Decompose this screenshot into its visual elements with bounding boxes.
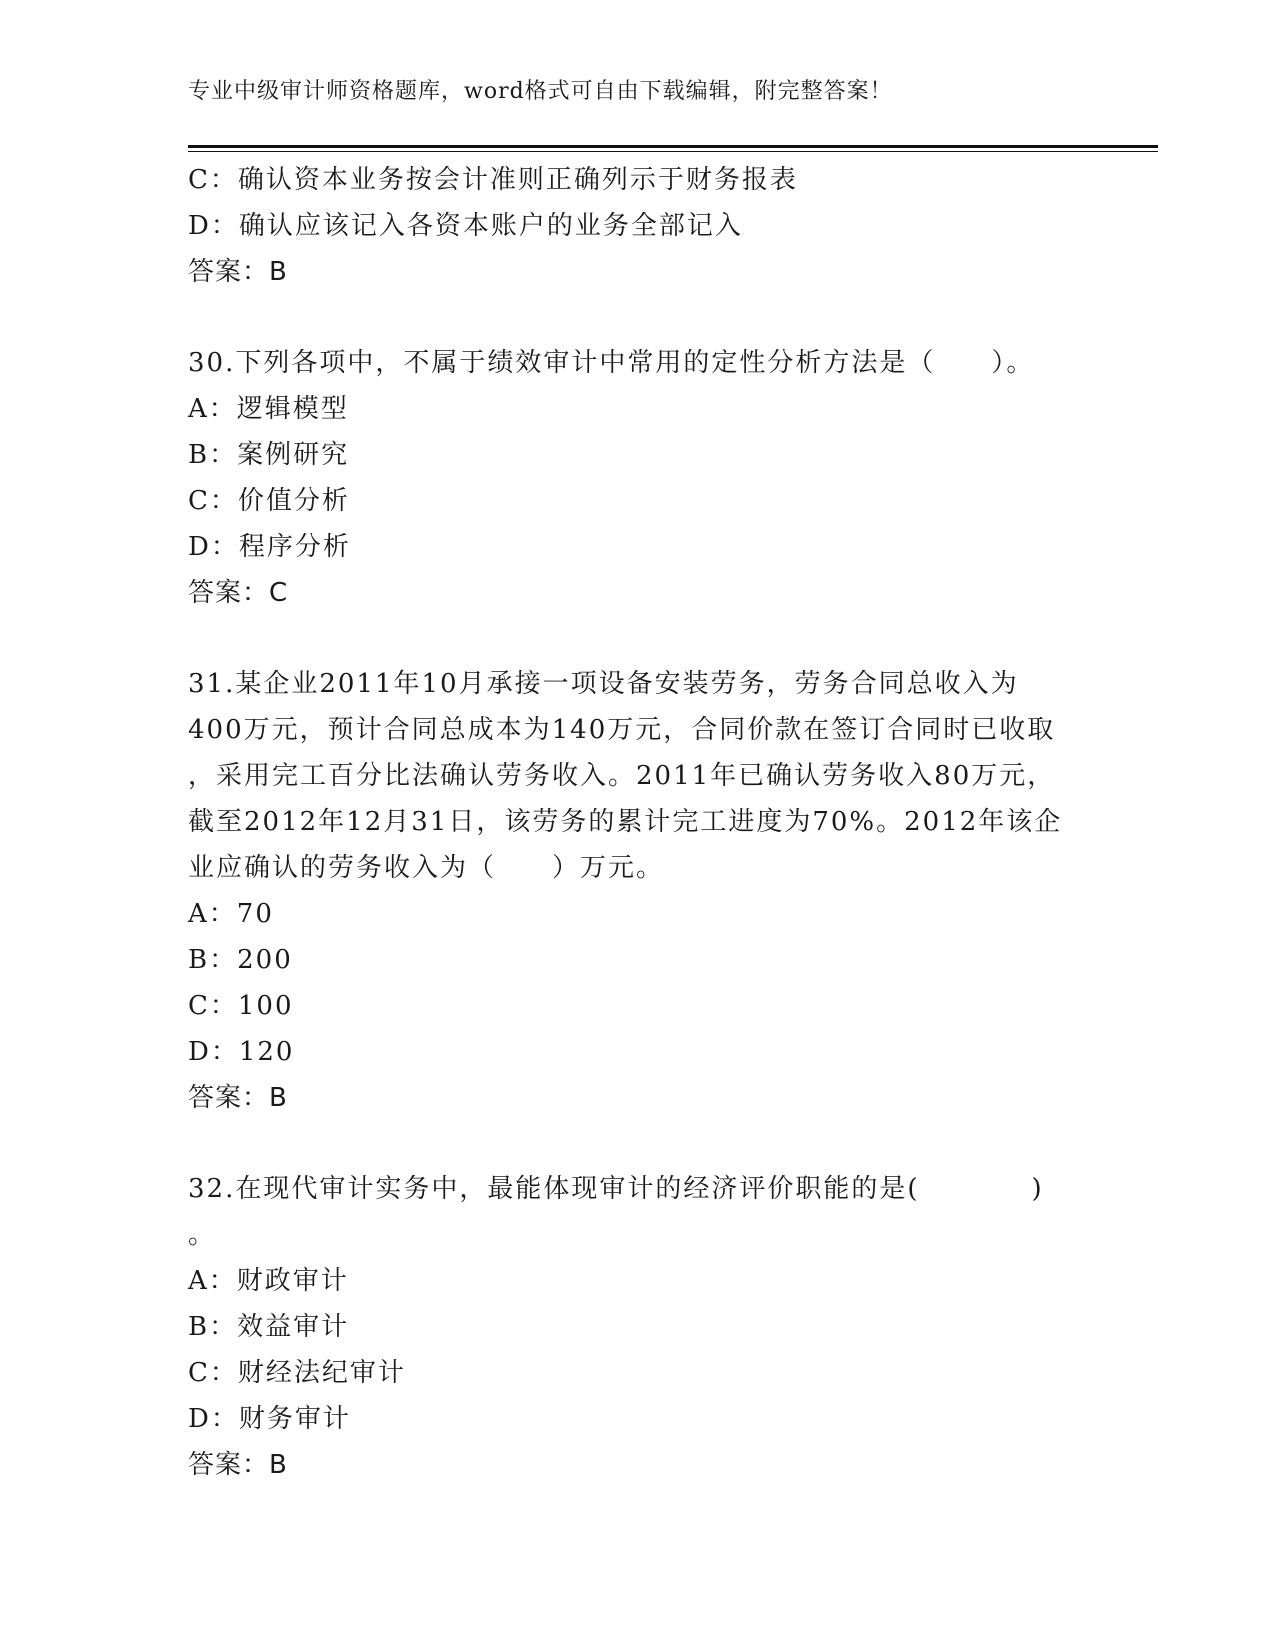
block-spacer	[188, 616, 1128, 661]
question-block	[188, 157, 1128, 295]
question-text-line: ，采用完工百分比法确认劳务收入。2011年已确认劳务收入80万元，	[188, 761, 1056, 791]
question-text-line: 业应确认的劳务收入为（ ）万元。	[188, 853, 665, 883]
block-spacer	[188, 295, 1128, 340]
answer-key: 答案：B	[188, 1450, 288, 1480]
question-text-line: 30.下列各项中，不属于绩效审计中常用的定性分析方法是（ ）。	[188, 348, 1035, 378]
answer-option: C：财经法纪审计	[188, 1358, 406, 1388]
question-text-line: 。	[188, 1220, 217, 1250]
answer-option: C：价值分析	[188, 486, 350, 516]
answer-key: 答案：C	[188, 578, 289, 608]
answer-option: B：200	[188, 945, 293, 975]
answer-key: 答案：B	[188, 1083, 288, 1113]
answer-option: B：案例研究	[188, 440, 350, 470]
answer-option: A：70	[188, 899, 274, 929]
answer-option: C：100	[188, 991, 294, 1021]
question-block	[188, 661, 1128, 1121]
question-text-line: 31.某企业2011年10月承接一项设备安装劳务，劳务合同总收入为	[188, 669, 1019, 699]
answer-option: D：程序分析	[188, 532, 351, 562]
answer-option: D：120	[188, 1037, 295, 1067]
answer-option: A：逻辑模型	[188, 394, 349, 424]
answer-option: D：确认应该记入各资本账户的业务全部记入	[188, 211, 743, 241]
question-text-line: 400万元，预计合同总成本为140万元，合同价款在签订合同时已收取	[188, 715, 1056, 745]
question-content	[188, 157, 1128, 1488]
answer-option: D：财务审计	[188, 1404, 351, 1434]
page-header-text: 专业中级审计师资格题库，word格式可自由下载编辑，附完整答案！	[188, 79, 893, 104]
question-block	[188, 1166, 1128, 1488]
answer-option: C：确认资本业务按会计准则正确列示于财务报表	[188, 165, 798, 195]
question-block	[188, 340, 1128, 616]
block-spacer	[188, 1121, 1128, 1166]
answer-option: B：效益审计	[188, 1312, 350, 1342]
answer-key: 答案：B	[188, 257, 288, 287]
header-rule-thin	[188, 151, 1158, 152]
question-text-line: 32.在现代审计实务中，最能体现审计的经济评价职能的是( )	[188, 1174, 1044, 1204]
answer-option: A：财政审计	[188, 1266, 349, 1296]
header-rule-thick	[188, 145, 1158, 148]
question-text-line: 截至2012年12月31日，该劳务的累计完工进度为70%。2012年该企	[188, 807, 1063, 837]
